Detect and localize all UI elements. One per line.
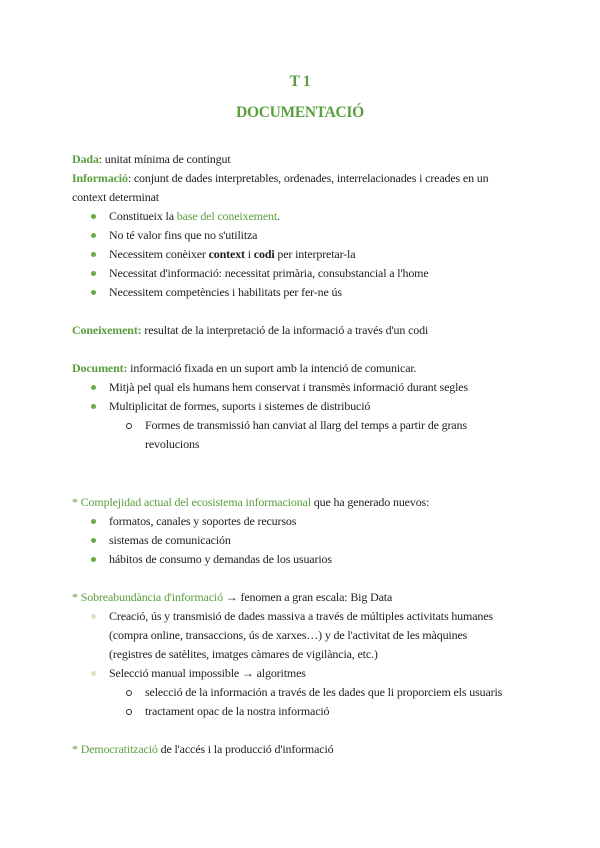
bullet-icon	[91, 271, 96, 276]
dada-definition	[72, 150, 231, 169]
document-term: Document:	[72, 361, 128, 375]
coneixement-definition	[72, 321, 428, 340]
list-item: Creació, ús y transmisió de dades massiva a través de múltiples activitats humanes	[109, 609, 493, 623]
list-item: formatos, canales y soportes de recursos	[109, 514, 297, 528]
highlight-text: Sobreabundància d'informació	[80, 590, 223, 604]
hollow-bullet-icon	[126, 690, 132, 696]
page-title: T 1	[289, 73, 311, 90]
bullet-icon	[91, 671, 96, 676]
democratitzacio-note	[72, 740, 333, 759]
bullet-icon	[91, 614, 96, 619]
sobreabundancia-note	[72, 588, 392, 607]
bold-text: context	[208, 247, 245, 261]
star-marker: *	[72, 495, 81, 509]
bullet-icon	[91, 233, 96, 238]
bullet-icon	[91, 538, 96, 543]
informacio-definition	[72, 169, 489, 188]
sub-list-item: selecció de la información a través de les dades que li proporciem els usuaris	[145, 685, 503, 699]
bullet-icon	[91, 519, 96, 524]
informacio-text2: context determinat	[72, 190, 159, 204]
highlight-text: Complejidad actual del ecosistema informacional	[80, 495, 311, 509]
list-item: Necessitem competències i habilitats per fer-ne ús	[109, 285, 342, 299]
list-item: Multiplicitat de formes, suports i sistemes de distribució	[109, 399, 371, 413]
coneixement-text: resultat de la interpretació de la informació a través d'un codi	[141, 323, 429, 337]
sub-list-item-cont: revolucions	[145, 437, 200, 451]
document-definition	[72, 359, 416, 378]
list-item: hábitos de consumo y demandas de los usuarios	[109, 552, 332, 566]
star-marker: *	[72, 590, 81, 604]
hollow-bullet-icon	[126, 423, 132, 429]
note-text: de l'accés i la producció d'informació	[157, 742, 334, 756]
bullet-text: Necessitem conèixer	[109, 247, 209, 261]
bullet-icon	[91, 385, 96, 390]
list-item: sistemas de comunicación	[109, 533, 231, 547]
dada-term: Dada	[72, 152, 99, 166]
sub-list-item: Formes de transmissió han canviat al llarg del temps a partir de grans	[145, 418, 467, 432]
list-item	[109, 207, 280, 226]
page-subtitle: DOCUMENTACIÓ	[236, 104, 364, 121]
coneixement-term: Coneixement:	[72, 323, 142, 337]
bullet-icon	[91, 290, 96, 295]
bullet-icon	[91, 214, 96, 219]
sub-list-item: tractament opac de la nostra informació	[145, 704, 330, 718]
informacio-text1: : conjunt de dades interpretables, ordenades, interrelacionades i creades en un	[127, 171, 489, 185]
bullet-icon	[91, 252, 96, 257]
bold-text: codi	[253, 247, 275, 261]
list-item: No té valor fins que no s'utilitza	[109, 228, 258, 242]
bullet-icon	[91, 404, 96, 409]
hollow-bullet-icon	[126, 709, 132, 715]
highlight-text: Democratització	[80, 742, 158, 756]
highlight-text: base del coneixement	[176, 209, 278, 223]
bullet-text: .	[277, 209, 280, 223]
complejidad-note	[72, 493, 429, 512]
list-item: Mitjà pel qual els humans hem conservat i transmès informació durant segles	[109, 380, 468, 394]
list-item-cont: (registres de satèlites, imatges càmares de vigilància, etc.)	[109, 647, 378, 661]
document-text: informació fixada en un suport amb la intenció de comunicar.	[127, 361, 417, 375]
note-text: que ha generado nuevos:	[310, 495, 430, 509]
bullet-text: i	[244, 247, 254, 261]
bullet-icon	[91, 557, 96, 562]
informacio-term: Informació	[72, 171, 128, 185]
list-item: Necessitat d'informació: necessitat primària, consubstancial a l'home	[109, 266, 429, 280]
dada-text: : unitat mínima de contingut	[98, 152, 231, 166]
list-item-cont: (compra online, transaccions, ús de xarxes…) y de l'activitat de les màquines	[109, 628, 468, 642]
list-item	[109, 245, 355, 264]
bullet-text: per interpretar-la	[274, 247, 356, 261]
bullet-text: Constitueix la	[109, 209, 177, 223]
list-item: Selecció manual impossible → algoritmes	[109, 666, 306, 680]
note-text: → fenomen a gran escala: Big Data	[222, 590, 393, 604]
star-marker: *	[72, 742, 81, 756]
